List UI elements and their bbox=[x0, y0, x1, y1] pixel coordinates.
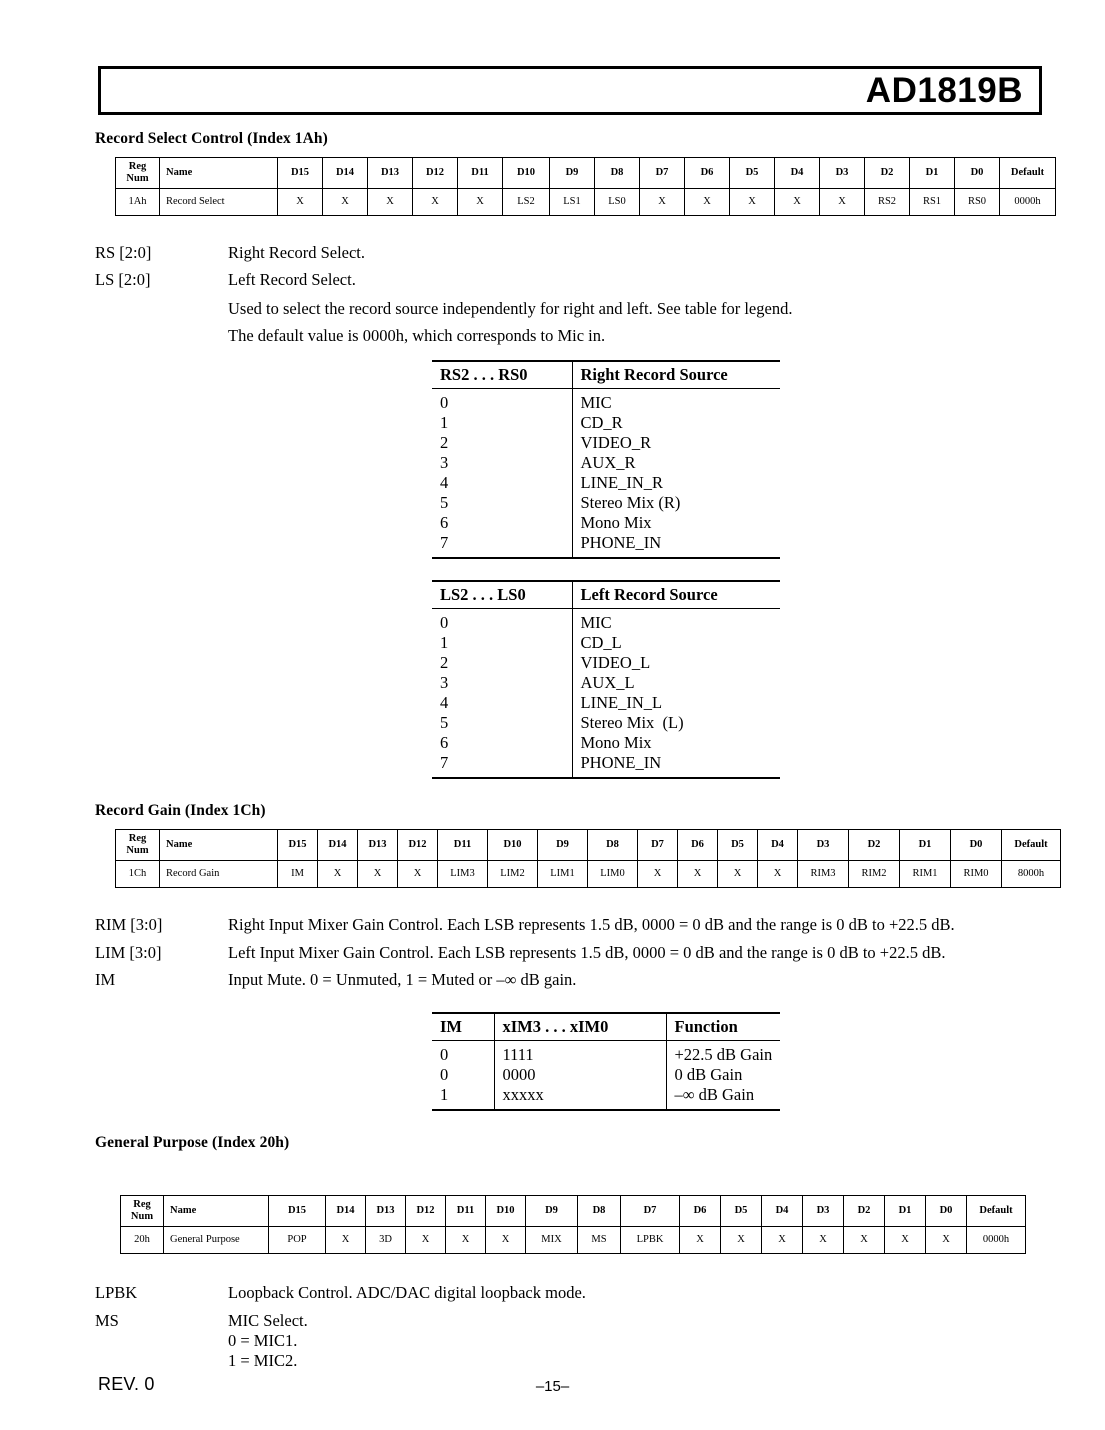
right-record-source-cell: Stereo Mix (R) bbox=[572, 493, 780, 513]
record-gain-col-header: D10 bbox=[488, 830, 538, 861]
right-record-source-col-header: RS2 . . . RS0 bbox=[432, 361, 572, 389]
record-select-cell: LS1 bbox=[550, 189, 595, 216]
record-select-cell: X bbox=[730, 189, 775, 216]
left-record-source-cell: 0 bbox=[440, 613, 449, 632]
record-select-cell: X bbox=[323, 189, 368, 216]
general-purpose-col-header: Default bbox=[967, 1196, 1026, 1227]
record-select-col-header: D12 bbox=[413, 158, 458, 189]
general-purpose-cell: X bbox=[406, 1227, 446, 1254]
record-select-cell: RS1 bbox=[910, 189, 955, 216]
record-select-cell: X bbox=[368, 189, 413, 216]
record-select-col-header: Reg Num bbox=[116, 158, 160, 189]
record-gain-col-header: D11 bbox=[438, 830, 488, 861]
table-row bbox=[432, 413, 780, 433]
im-function-col-header: IM bbox=[432, 1013, 494, 1041]
record-select-col-header: D4 bbox=[775, 158, 820, 189]
def-term-im: IM bbox=[95, 970, 116, 989]
left-record-source-cell: 6 bbox=[440, 732, 449, 752]
table-header-row bbox=[121, 1196, 1026, 1227]
def-term-rim: RIM [3:0] bbox=[95, 915, 163, 934]
general-purpose-cell: X bbox=[885, 1227, 926, 1254]
record-gain-col-header: D8 bbox=[588, 830, 638, 861]
im-function-cell: 0 bbox=[440, 1045, 449, 1064]
record-gain-cell: RIM1 bbox=[900, 861, 951, 888]
def-term-ms: MS bbox=[95, 1311, 119, 1330]
general-purpose-col-header: D8 bbox=[578, 1196, 621, 1227]
right-record-source-cell: VIDEO_R bbox=[572, 433, 780, 453]
def-desc-rim: Right Input Mixer Gain Control. Each LSB represents 1.5 dB, 0000 = 0 dB and the range is 0 dB to +22.5 dB. bbox=[228, 915, 955, 934]
im-function-col-header: Function bbox=[666, 1013, 780, 1041]
record-select-col-header: D5 bbox=[730, 158, 775, 189]
left-record-source-cell: MIC bbox=[572, 609, 780, 633]
heading-record-gain: Record Gain (Index 1Ch) bbox=[95, 802, 266, 819]
right-record-source-cell: Mono Mix bbox=[572, 513, 780, 533]
table-row bbox=[116, 189, 1056, 216]
general-purpose-col-header: D7 bbox=[621, 1196, 680, 1227]
right-record-source-cell: PHONE_IN bbox=[572, 533, 780, 558]
im-function-cell: 0000 bbox=[494, 1065, 666, 1085]
left-record-source-col-header: LS2 . . . LS0 bbox=[432, 581, 572, 609]
lookup-table-im-function bbox=[432, 1012, 780, 1111]
im-function-cell: +22.5 dB Gain bbox=[666, 1041, 780, 1065]
right-record-source-cell: CD_R bbox=[572, 413, 780, 433]
record-select-cell: X bbox=[685, 189, 730, 216]
record-gain-cell: X bbox=[678, 861, 718, 888]
general-purpose-cell: POP bbox=[269, 1227, 326, 1254]
record-select-cell: 1Ah bbox=[116, 189, 160, 216]
general-purpose-cell: X bbox=[446, 1227, 486, 1254]
heading-general-purpose: General Purpose (Index 20h) bbox=[95, 1134, 290, 1151]
table-header-row bbox=[116, 830, 1061, 861]
general-purpose-cell: X bbox=[326, 1227, 366, 1254]
record-gain-col-header: D2 bbox=[849, 830, 900, 861]
left-record-source-cell: 4 bbox=[440, 692, 449, 712]
right-record-source-cell: 7 bbox=[432, 533, 572, 558]
table-row bbox=[432, 653, 780, 673]
table-row bbox=[121, 1227, 1026, 1254]
left-record-source-cell: 1 bbox=[440, 632, 449, 652]
record-gain-col-header: D9 bbox=[538, 830, 588, 861]
right-record-source-cell: 6 bbox=[440, 512, 449, 532]
general-purpose-cell: X bbox=[803, 1227, 844, 1254]
right-record-source-cell: 4 bbox=[440, 472, 449, 492]
right-record-source-cell: 3 bbox=[440, 452, 449, 472]
def-desc-lim: Left Input Mixer Gain Control. Each LSB represents 1.5 dB, 0000 = 0 dB and the range is 0 dB to +22.5 dB. bbox=[228, 943, 946, 962]
table-row bbox=[432, 513, 780, 533]
record-gain-cell: LIM1 bbox=[538, 861, 588, 888]
lookup-table-right-record-source bbox=[432, 360, 780, 559]
record-select-cell: X bbox=[775, 189, 820, 216]
table-row bbox=[432, 673, 780, 693]
right-record-source-cell: MIC bbox=[572, 389, 780, 413]
left-record-source-cell: PHONE_IN bbox=[572, 753, 780, 778]
record-select-cell: X bbox=[640, 189, 685, 216]
record-select-cell: X bbox=[278, 189, 323, 216]
record-gain-cell: 8000h bbox=[1002, 861, 1061, 888]
table-row bbox=[432, 453, 780, 473]
table-header-row bbox=[432, 1013, 780, 1041]
record-select-col-header: D2 bbox=[865, 158, 910, 189]
right-record-source-cell: AUX_R bbox=[572, 453, 780, 473]
record-select-col-header: D0 bbox=[955, 158, 1000, 189]
left-record-source-cell: 7 bbox=[432, 753, 572, 778]
general-purpose-col-header: D12 bbox=[406, 1196, 446, 1227]
general-purpose-col-header: D6 bbox=[680, 1196, 721, 1227]
general-purpose-cell: General Purpose bbox=[164, 1227, 269, 1254]
left-record-source-cell: 5 bbox=[440, 712, 449, 732]
right-record-source-cell: 5 bbox=[440, 492, 449, 512]
table-row bbox=[432, 1085, 780, 1110]
record-select-cell: X bbox=[413, 189, 458, 216]
record-gain-col-header: D7 bbox=[638, 830, 678, 861]
left-record-source-cell: AUX_L bbox=[572, 673, 780, 693]
def-desc-ms: MIC Select. bbox=[228, 1311, 308, 1330]
record-gain-cell: X bbox=[758, 861, 798, 888]
record-select-col-header: D14 bbox=[323, 158, 368, 189]
record-select-col-header: D8 bbox=[595, 158, 640, 189]
register-table-record-gain bbox=[115, 829, 1061, 888]
general-purpose-col-header: Name bbox=[164, 1196, 269, 1227]
def-term-ls: LS [2:0] bbox=[95, 270, 151, 289]
page-header-box bbox=[98, 66, 1042, 115]
def-term-rs: RS [2:0] bbox=[95, 243, 152, 262]
im-function-cell: 0 dB Gain bbox=[666, 1065, 780, 1085]
right-record-source-cell: 2 bbox=[440, 432, 449, 452]
general-purpose-cell: MIX bbox=[526, 1227, 578, 1254]
record-gain-cell: X bbox=[638, 861, 678, 888]
record-gain-col-header: D15 bbox=[278, 830, 318, 861]
note-record-select-usage: Used to select the record source independently for right and left. See table for legend. bbox=[228, 299, 793, 318]
left-record-source-cell: VIDEO_L bbox=[572, 653, 780, 673]
left-record-source-cell: CD_L bbox=[572, 633, 780, 653]
left-record-source-cell: Mono Mix bbox=[572, 733, 780, 753]
table-row bbox=[116, 861, 1061, 888]
def-desc-lpbk: Loopback Control. ADC/DAC digital loopback mode. bbox=[228, 1283, 586, 1302]
register-table-general-purpose bbox=[120, 1195, 1026, 1254]
general-purpose-col-header: D11 bbox=[446, 1196, 486, 1227]
record-select-col-header: D15 bbox=[278, 158, 323, 189]
ms-value-mic2: 1 = MIC2. bbox=[228, 1351, 298, 1370]
record-gain-cell: LIM0 bbox=[588, 861, 638, 888]
table-row bbox=[432, 473, 780, 493]
record-gain-cell: RIM2 bbox=[849, 861, 900, 888]
general-purpose-col-header: D13 bbox=[366, 1196, 406, 1227]
table-row bbox=[432, 633, 780, 653]
table-row bbox=[432, 533, 780, 558]
table-header-row bbox=[432, 361, 780, 389]
general-purpose-col-header: D0 bbox=[926, 1196, 967, 1227]
table-row bbox=[432, 733, 780, 753]
record-select-col-header: D10 bbox=[503, 158, 550, 189]
def-term-lim: LIM [3:0] bbox=[95, 943, 162, 962]
table-row bbox=[432, 693, 780, 713]
record-gain-cell: RIM3 bbox=[798, 861, 849, 888]
ms-value-mic1: 0 = MIC1. bbox=[228, 1331, 298, 1350]
record-select-col-header: D7 bbox=[640, 158, 685, 189]
record-select-cell: X bbox=[820, 189, 865, 216]
right-record-source-cell: 0 bbox=[440, 393, 449, 412]
table-row bbox=[432, 493, 780, 513]
im-function-cell: xxxxx bbox=[494, 1085, 666, 1110]
record-gain-cell: X bbox=[318, 861, 358, 888]
record-select-col-header: Name bbox=[160, 158, 278, 189]
right-record-source-cell: 1 bbox=[440, 412, 449, 432]
table-row bbox=[432, 1065, 780, 1085]
general-purpose-cell: X bbox=[926, 1227, 967, 1254]
record-select-col-header: D13 bbox=[368, 158, 413, 189]
left-record-source-cell: LINE_IN_L bbox=[572, 693, 780, 713]
table-row bbox=[432, 713, 780, 733]
record-select-col-header: D9 bbox=[550, 158, 595, 189]
record-select-cell: RS0 bbox=[955, 189, 1000, 216]
im-function-cell: 1 bbox=[432, 1085, 494, 1110]
general-purpose-col-header: Reg Num bbox=[121, 1196, 164, 1227]
general-purpose-col-header: D3 bbox=[803, 1196, 844, 1227]
record-gain-col-header: D12 bbox=[398, 830, 438, 861]
record-gain-col-header: D14 bbox=[318, 830, 358, 861]
def-term-lpbk: LPBK bbox=[95, 1283, 138, 1302]
general-purpose-col-header: D14 bbox=[326, 1196, 366, 1227]
general-purpose-cell: X bbox=[844, 1227, 885, 1254]
record-gain-col-header: Name bbox=[160, 830, 278, 861]
general-purpose-cell: MS bbox=[578, 1227, 621, 1254]
table-row bbox=[432, 389, 780, 413]
im-function-cell: 0 bbox=[440, 1064, 449, 1084]
general-purpose-cell: X bbox=[486, 1227, 526, 1254]
general-purpose-col-header: D9 bbox=[526, 1196, 578, 1227]
general-purpose-cell: LPBK bbox=[621, 1227, 680, 1254]
record-gain-cell: LIM3 bbox=[438, 861, 488, 888]
record-select-cell: LS0 bbox=[595, 189, 640, 216]
record-select-cell: RS2 bbox=[865, 189, 910, 216]
right-record-source-cell: LINE_IN_R bbox=[572, 473, 780, 493]
record-select-cell: 0000h bbox=[1000, 189, 1056, 216]
general-purpose-cell: X bbox=[721, 1227, 762, 1254]
heading-record-select-control: Record Select Control (Index 1Ah) bbox=[95, 130, 328, 147]
record-gain-cell: RIM0 bbox=[951, 861, 1002, 888]
record-gain-col-header: D13 bbox=[358, 830, 398, 861]
im-function-cell: 1111 bbox=[494, 1041, 666, 1065]
im-function-col-header: xIM3 . . . xIM0 bbox=[494, 1013, 666, 1041]
table-row bbox=[432, 609, 780, 633]
general-purpose-cell: X bbox=[762, 1227, 803, 1254]
def-desc-ls: Left Record Select. bbox=[228, 270, 356, 289]
table-header-row bbox=[116, 158, 1056, 189]
record-gain-col-header: D6 bbox=[678, 830, 718, 861]
record-gain-col-header: D1 bbox=[900, 830, 951, 861]
lookup-table-left-record-source bbox=[432, 580, 780, 779]
record-select-col-header: D6 bbox=[685, 158, 730, 189]
record-gain-col-header: D0 bbox=[951, 830, 1002, 861]
table-row bbox=[432, 753, 780, 778]
table-row bbox=[432, 1041, 780, 1065]
general-purpose-col-header: D15 bbox=[269, 1196, 326, 1227]
general-purpose-col-header: D4 bbox=[762, 1196, 803, 1227]
record-gain-col-header: Reg Num bbox=[116, 830, 160, 861]
table-row bbox=[432, 433, 780, 453]
record-select-col-header: D1 bbox=[910, 158, 955, 189]
record-select-col-header: D11 bbox=[458, 158, 503, 189]
record-gain-cell: LIM2 bbox=[488, 861, 538, 888]
register-table-record-select bbox=[115, 157, 1056, 216]
note-record-select-default: The default value is 0000h, which corresponds to Mic in. bbox=[228, 326, 606, 345]
general-purpose-cell: X bbox=[680, 1227, 721, 1254]
record-select-col-header: Default bbox=[1000, 158, 1056, 189]
left-record-source-cell: 2 bbox=[440, 652, 449, 672]
def-desc-im: Input Mute. 0 = Unmuted, 1 = Muted or –∞ dB gain. bbox=[228, 970, 577, 989]
table-header-row bbox=[432, 581, 780, 609]
im-function-cell: –∞ dB Gain bbox=[666, 1085, 780, 1110]
record-select-col-header: D3 bbox=[820, 158, 865, 189]
left-record-source-cell: Stereo Mix (L) bbox=[572, 713, 780, 733]
general-purpose-col-header: D1 bbox=[885, 1196, 926, 1227]
footer-page-number: –15– bbox=[535, 1378, 570, 1395]
left-record-source-col-header: Left Record Source bbox=[572, 581, 780, 609]
record-gain-col-header: Default bbox=[1002, 830, 1061, 861]
footer-revision: REV. 0 bbox=[98, 1374, 155, 1394]
part-number-title: AD1819B bbox=[865, 70, 1023, 110]
record-gain-cell: X bbox=[718, 861, 758, 888]
general-purpose-col-header: D5 bbox=[721, 1196, 762, 1227]
record-gain-cell: IM bbox=[278, 861, 318, 888]
record-gain-cell: Record Gain bbox=[160, 861, 278, 888]
general-purpose-col-header: D2 bbox=[844, 1196, 885, 1227]
record-gain-col-header: D5 bbox=[718, 830, 758, 861]
record-select-cell: X bbox=[458, 189, 503, 216]
general-purpose-cell: 20h bbox=[121, 1227, 164, 1254]
record-gain-cell: X bbox=[398, 861, 438, 888]
general-purpose-col-header: D10 bbox=[486, 1196, 526, 1227]
record-gain-col-header: D3 bbox=[798, 830, 849, 861]
general-purpose-cell: 0000h bbox=[967, 1227, 1026, 1254]
left-record-source-cell: 3 bbox=[440, 672, 449, 692]
record-gain-col-header: D4 bbox=[758, 830, 798, 861]
record-gain-cell: 1Ch bbox=[116, 861, 160, 888]
record-select-cell: LS2 bbox=[503, 189, 550, 216]
record-gain-cell: X bbox=[358, 861, 398, 888]
record-select-cell: Record Select bbox=[160, 189, 278, 216]
general-purpose-cell: 3D bbox=[366, 1227, 406, 1254]
right-record-source-col-header: Right Record Source bbox=[572, 361, 780, 389]
def-desc-rs: Right Record Select. bbox=[228, 243, 366, 262]
